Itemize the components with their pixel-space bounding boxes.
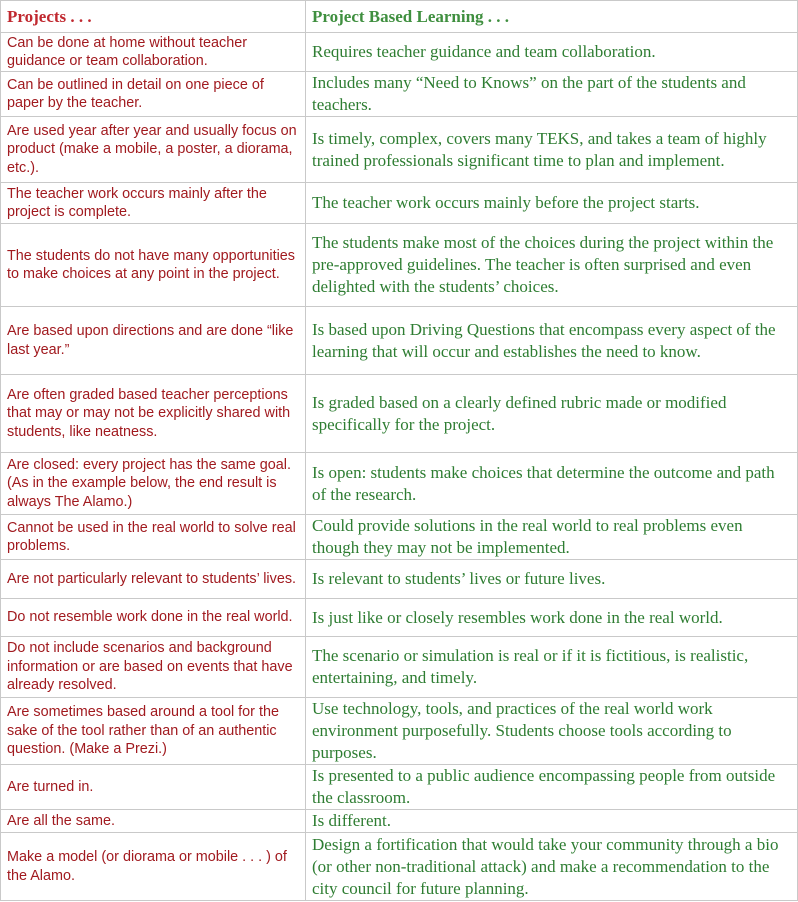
projects-cell: Are used year after year and usually focus on product (make a mobile, a poster, a diorama, etc.).	[1, 117, 306, 183]
table-row	[1, 33, 798, 72]
table-row	[1, 515, 798, 560]
projects-cell: Are often graded based teacher perceptions that may or may not be explicitly shared with students, like neatness.	[1, 375, 306, 453]
table-row	[1, 637, 798, 698]
projects-cell: The teacher work occurs mainly after the project is complete.	[1, 183, 306, 224]
pbl-cell: Is open: students make choices that determine the outcome and path of the research.	[306, 453, 798, 515]
pbl-cell: Is graded based on a clearly defined rubric made or modified specifically for the project.	[306, 375, 798, 453]
table-row	[1, 833, 798, 901]
projects-cell: Do not resemble work done in the real world.	[1, 599, 306, 637]
pbl-cell: Is presented to a public audience encompassing people from outside the classroom.	[306, 765, 798, 810]
table-row	[1, 560, 798, 599]
projects-cell: Can be done at home without teacher guidance or team collaboration.	[1, 33, 306, 72]
table-row	[1, 224, 798, 307]
pbl-cell: Is different.	[306, 810, 798, 833]
projects-cell: Are sometimes based around a tool for the sake of the tool rather than of an authentic question. (Make a Prezi.)	[1, 698, 306, 765]
projects-cell: Are turned in.	[1, 765, 306, 810]
projects-cell: Can be outlined in detail on one piece of paper by the teacher.	[1, 72, 306, 117]
table-row	[1, 307, 798, 375]
pbl-cell: Use technology, tools, and practices of the real world work environment purposefully. Students choose tools according to purposes.	[306, 698, 798, 765]
pbl-cell: Requires teacher guidance and team collaboration.	[306, 33, 798, 72]
table-row	[1, 599, 798, 637]
table-row	[1, 117, 798, 183]
pbl-column-header: Project Based Learning . . .	[306, 1, 798, 33]
pbl-cell: Is timely, complex, covers many TEKS, and takes a team of highly trained professionals significant time to plan and implement.	[306, 117, 798, 183]
projects-column-header: Projects . . .	[1, 1, 306, 33]
table-row	[1, 765, 798, 810]
table-row	[1, 810, 798, 833]
table-row	[1, 453, 798, 515]
projects-cell: Make a model (or diorama or mobile . . . ) of the Alamo.	[1, 833, 306, 901]
projects-cell: Are all the same.	[1, 810, 306, 833]
pbl-cell: Is relevant to students’ lives or future lives.	[306, 560, 798, 599]
projects-cell: Do not include scenarios and background information or are based on events that have already resolved.	[1, 637, 306, 698]
pbl-cell: Design a fortification that would take your community through a bio (or other non-traditional attack) and make a recommendation to the city council for future planning.	[306, 833, 798, 901]
pbl-cell: The scenario or simulation is real or if it is fictitious, is realistic, entertaining, and timely.	[306, 637, 798, 698]
table-row	[1, 375, 798, 453]
projects-cell: Are closed: every project has the same goal. (As in the example below, the end result is always The Alamo.)	[1, 453, 306, 515]
projects-cell: The students do not have many opportunities to make choices at any point in the project.	[1, 224, 306, 307]
table-row	[1, 72, 798, 117]
projects-cell: Are based upon directions and are done “like last year.”	[1, 307, 306, 375]
pbl-cell: Is based upon Driving Questions that encompass every aspect of the learning that will occur and establishes the need to know.	[306, 307, 798, 375]
pbl-cell: The teacher work occurs mainly before the project starts.	[306, 183, 798, 224]
pbl-cell: Includes many “Need to Knows” on the part of the students and teachers.	[306, 72, 798, 117]
table-row	[1, 698, 798, 765]
projects-cell: Cannot be used in the real world to solve real problems.	[1, 515, 306, 560]
projects-cell: Are not particularly relevant to students’ lives.	[1, 560, 306, 599]
pbl-cell: Is just like or closely resembles work done in the real world.	[306, 599, 798, 637]
header-row	[1, 1, 798, 33]
pbl-cell: The students make most of the choices during the project within the pre-approved guidelines. The teacher is often surprised and even delighted with the students’ choices.	[306, 224, 798, 307]
table-row	[1, 183, 798, 224]
pbl-cell: Could provide solutions in the real world to real problems even though they may not be implemented.	[306, 515, 798, 560]
